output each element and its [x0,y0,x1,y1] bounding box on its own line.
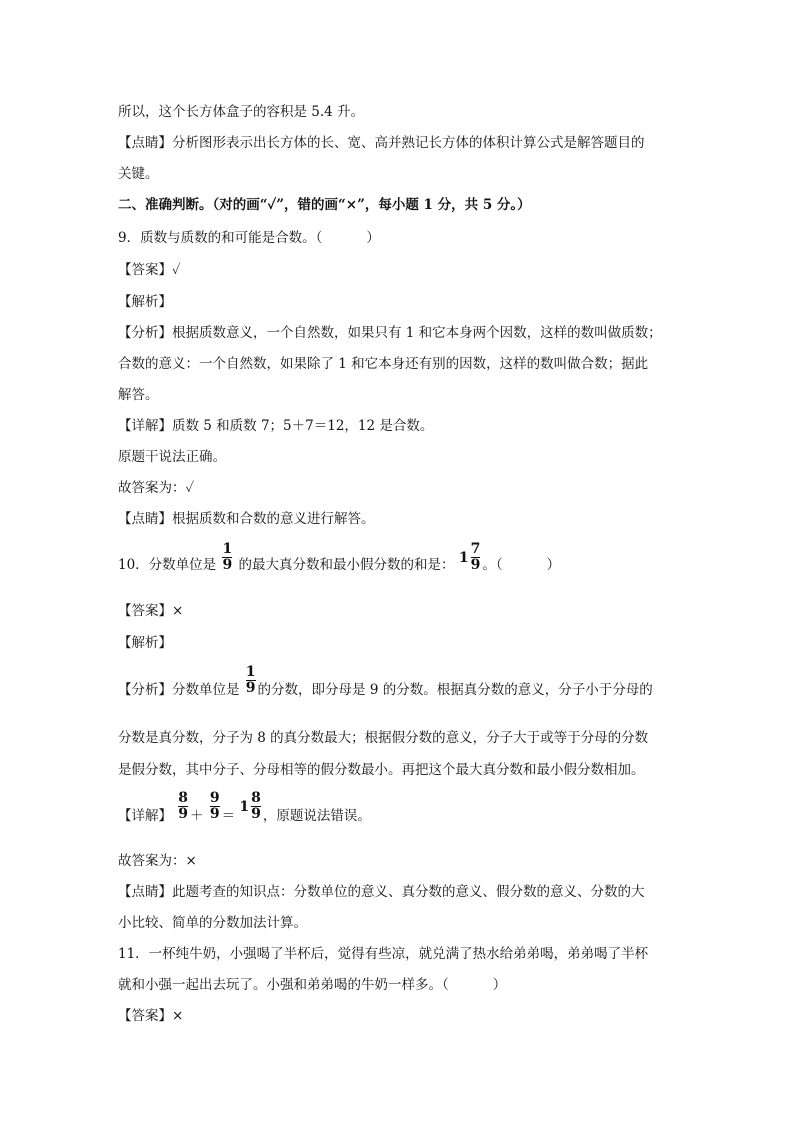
text-line: 解答。 [118,387,159,403]
text-line: 是假分数，其中分子、分母相等的假分数最小。再把这个最大真分数和最小假分数相加。 [118,762,645,778]
mixed-number-1-8-9: 1 $\frac{8}{9}$ [239,790,261,822]
question-11-line1: 11．一杯纯牛奶，小强喝了半杯后，觉得有些凉，就兑满了热水给弟弟喝，弟弟喝了半杯 [118,946,649,962]
text-line: 原题干说法正确。 [118,449,226,465]
fraction-one-ninth: $\frac{1}{9}$ [222,541,233,573]
fraction-nine-ninths: $\frac{9}{9}$ [209,790,220,822]
answer-paren-close: ） [366,230,380,246]
text-line: 故答案为：✓ [118,480,195,496]
question-9 [118,228,380,248]
answer-label: 【答案】× [118,1008,184,1024]
analysis-label: 【解析】 [118,294,172,310]
question-text: 9．质数与质数的和可能是合数。（ [118,230,323,246]
text-line: 关键。 [118,166,159,182]
text-line: 【点睛】分析图形表示出长方体的长、宽、高并熟记长方体的体积计算公式是解答题目的 [118,135,645,151]
detail-equation: 【详解】 $\frac{8}{9}$ ＋ $\frac{9}{9}$ ＝ 1 $\frac{8}{9}$ ，原题说法错误。 [118,797,371,836]
text-line: 所以，这个长方体盒子的容积是 5.4 升。 [118,104,365,120]
text-line: 【分析】根据质数意义，一个自然数，如果只有 1 和它本身两个因数，这样的数叫做质数； [118,325,662,341]
plus-sign: ＋ [190,808,204,824]
text-line: 合数的意义：一个自然数，如果除了 1 和它本身还有别的因数，这样的数叫做合数；据此 [118,356,649,372]
text-line: 分数是真分数，分子为 8 的真分数最大；根据假分数的意义，分子大于或等于分母的分数 [118,730,649,746]
question-text: 的最大真分数和最小假分数的和是： [238,557,455,573]
question-text: 。（ [482,557,503,573]
fraction-one-ninth: $\frac{1}{9}$ [245,664,256,696]
fraction-eight-ninths: $\frac{8}{9}$ [178,790,189,822]
text-line: 小比较、简单的分数加法计算。 [118,915,307,931]
text-line: 故答案为：× [118,853,197,869]
question-text: 10．分数单位是 [118,557,217,573]
text-line: 【详解】质数 5 和质数 7；5＋7＝12，12 是合数。 [118,418,434,434]
question-10 [118,541,561,584]
equals-sign: ＝ [221,808,236,824]
text-line: 【点睛】根据质数和合数的意义进行解答。 [118,511,375,527]
mixed-number-1-7-9: 1 $\frac{7}{9}$ [458,541,481,573]
answer-paren-close: ） [492,977,507,993]
section-heading: 二、准确判断。（对的画“✓”，错的画“×”，每小题 1 分，共 5 分。） [118,197,531,213]
answer-label: 【答案】× [118,603,184,619]
answer-label: 【答案】✓ [118,262,181,278]
answer-paren-close: ） [546,557,561,573]
analysis-line: 【分析】分数单位是 $\frac{1}{9}$ 的分数，即分母是 9 的分数。根据真分数的意义，分子小于分母的 [118,664,653,698]
analysis-label: 【解析】 [118,635,172,651]
question-11-line2: 就和小强一起出去玩了。小强和弟弟喝的牛奶一样多。（ ） [118,977,507,993]
text-line: 【点睛】此题考查的知识点：分数单位的意义、真分数的意义、假分数的意义、分数的大 [118,884,645,900]
